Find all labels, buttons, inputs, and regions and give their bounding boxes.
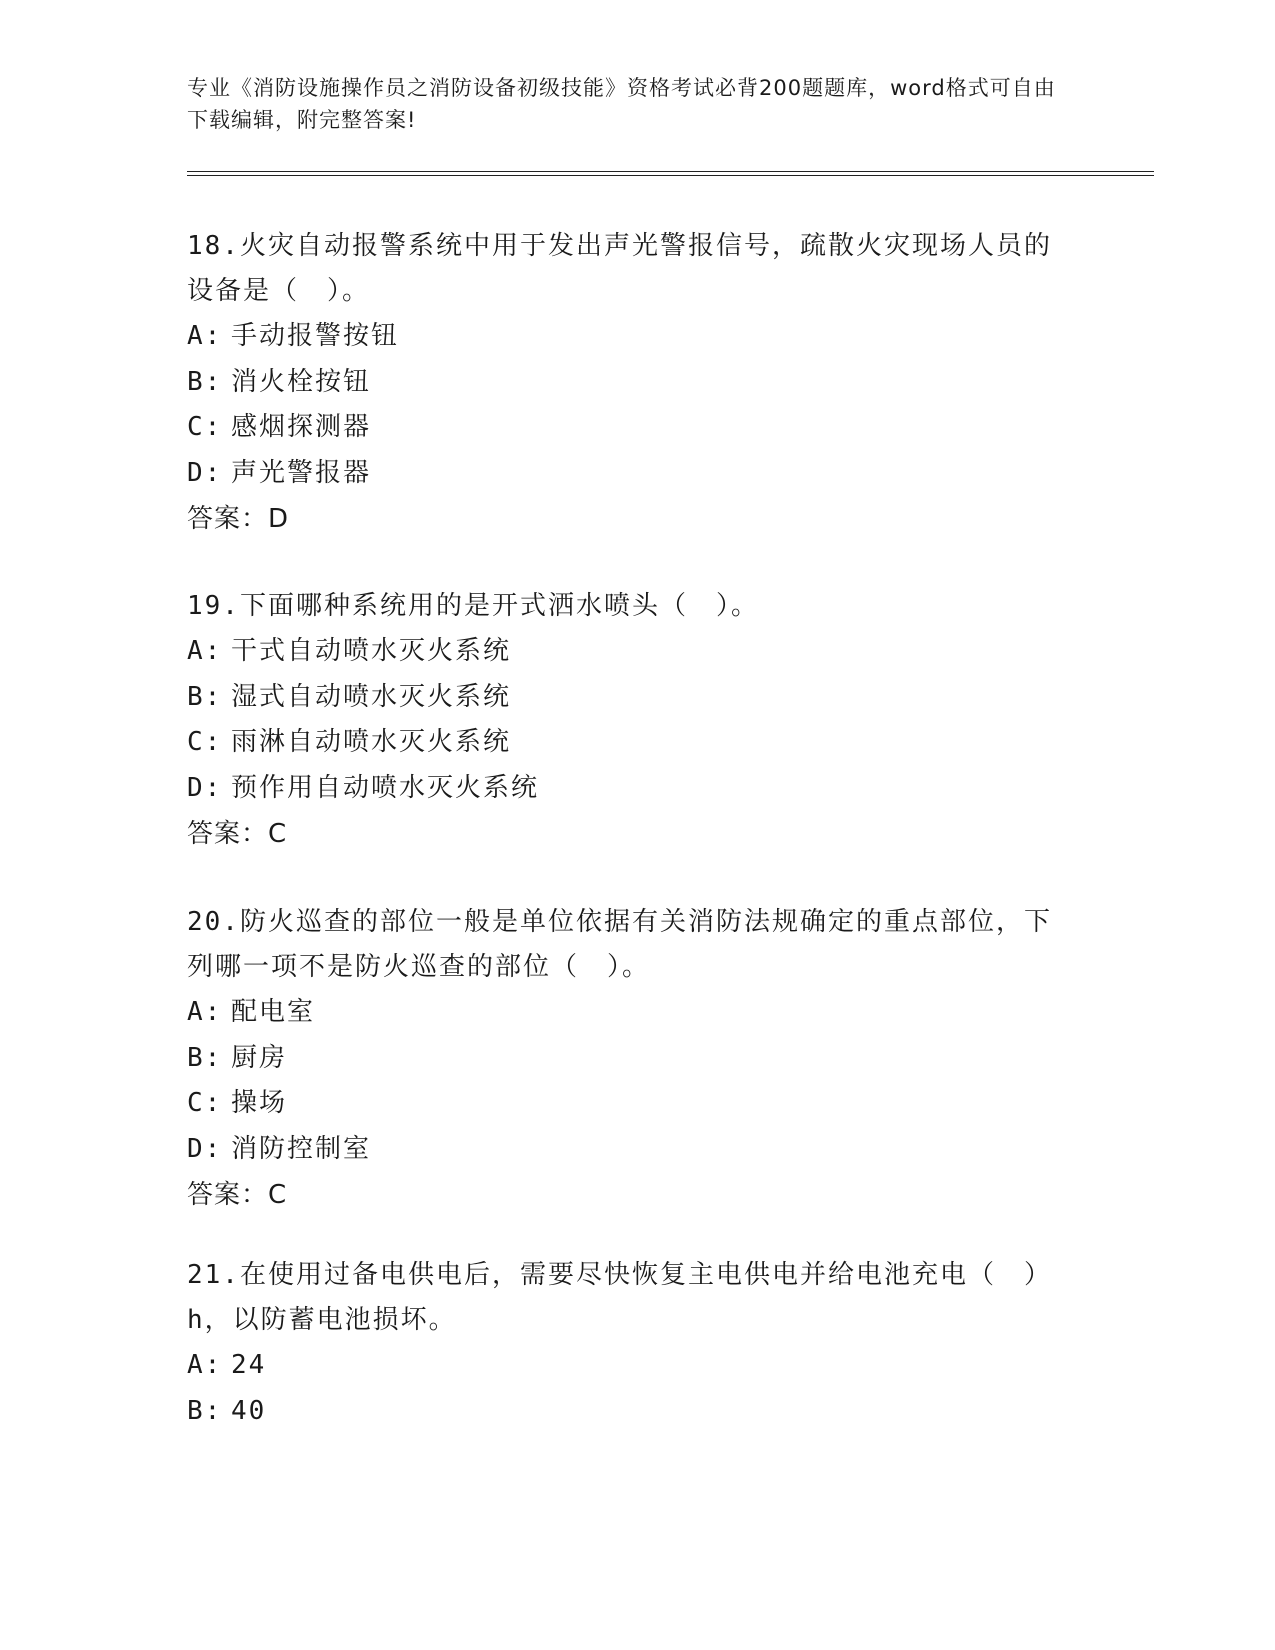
option-b bbox=[187, 1389, 1087, 1435]
question-stem-line1: 19.下面哪种系统用的是开式洒水喷头（ ）。 bbox=[187, 591, 759, 621]
option-label: A: bbox=[187, 636, 223, 666]
option-label: C: bbox=[187, 727, 223, 757]
option-text: 24 bbox=[231, 1350, 267, 1380]
question-stem-line1: 20.防火巡查的部位一般是单位依据有关消防法规确定的重点部位，下 bbox=[187, 907, 1052, 937]
option-a bbox=[187, 1343, 1087, 1389]
document-header bbox=[187, 72, 1067, 136]
option-b bbox=[187, 1036, 1087, 1082]
option-label: D: bbox=[187, 772, 223, 803]
option-c bbox=[187, 405, 1087, 451]
option-label: D: bbox=[187, 457, 223, 488]
question-stem-line1: 21.在使用过备电供电后，需要尽快恢复主电供电并给电池充电（ ） bbox=[187, 1260, 1052, 1290]
option-a bbox=[187, 314, 1087, 360]
answer: 答案：C bbox=[187, 819, 288, 849]
option-text: 声光警报器 bbox=[231, 457, 372, 488]
option-b bbox=[187, 675, 1087, 721]
question-stem-line2: 设备是（ ）。 bbox=[187, 276, 371, 306]
option-text: 雨淋自动喷水灭火系统 bbox=[231, 727, 512, 757]
option-label: C: bbox=[187, 1088, 223, 1118]
answer: 答案：C bbox=[187, 1180, 288, 1210]
option-label: A: bbox=[187, 997, 223, 1027]
question-20 bbox=[187, 900, 1087, 1218]
option-text: 湿式自动喷水灭火系统 bbox=[231, 681, 512, 712]
question-19 bbox=[187, 584, 1087, 857]
header-text: 专业《消防设施操作员之消防设备初级技能》资格考试必背200题题库，word格式可自由下载编辑，附完整答案! bbox=[187, 76, 1056, 132]
question-21 bbox=[187, 1253, 1087, 1434]
option-label: A: bbox=[187, 1350, 223, 1380]
question-stem-line1: 18.火灾自动报警系统中用于发出声光警报信号，疏散火灾现场人员的 bbox=[187, 231, 1052, 261]
option-c bbox=[187, 1081, 1087, 1127]
question-stem-line2: 列哪一项不是防火巡查的部位（ ）。 bbox=[187, 952, 651, 982]
option-d bbox=[187, 766, 1087, 812]
question-stem-line2: h，以防蓄电池损坏。 bbox=[187, 1305, 457, 1335]
option-label: A: bbox=[187, 321, 223, 351]
header-divider-top bbox=[187, 171, 1154, 172]
option-a bbox=[187, 990, 1087, 1036]
option-b bbox=[187, 360, 1087, 406]
option-text: 消防控制室 bbox=[231, 1133, 372, 1164]
option-label: D: bbox=[187, 1133, 223, 1164]
option-label: B: bbox=[187, 366, 223, 397]
option-d bbox=[187, 1127, 1087, 1173]
option-text: 预作用自动喷水灭火系统 bbox=[231, 772, 540, 803]
option-a bbox=[187, 629, 1087, 675]
question-18 bbox=[187, 224, 1087, 542]
option-text: 厨房 bbox=[231, 1042, 288, 1073]
option-text: 干式自动喷水灭火系统 bbox=[231, 636, 512, 666]
option-text: 操场 bbox=[231, 1088, 288, 1118]
header-divider-bottom bbox=[187, 175, 1154, 176]
option-text: 消火栓按钮 bbox=[231, 366, 372, 397]
option-label: B: bbox=[187, 1042, 223, 1073]
option-text: 40 bbox=[231, 1395, 267, 1426]
option-text: 配电室 bbox=[231, 997, 316, 1027]
option-text: 手动报警按钮 bbox=[231, 321, 400, 351]
option-text: 感烟探测器 bbox=[231, 412, 372, 442]
option-d bbox=[187, 451, 1087, 497]
option-label: B: bbox=[187, 1395, 223, 1426]
option-label: B: bbox=[187, 681, 223, 712]
option-c bbox=[187, 720, 1087, 766]
option-label: C: bbox=[187, 412, 223, 442]
answer: 答案：D bbox=[187, 504, 290, 534]
